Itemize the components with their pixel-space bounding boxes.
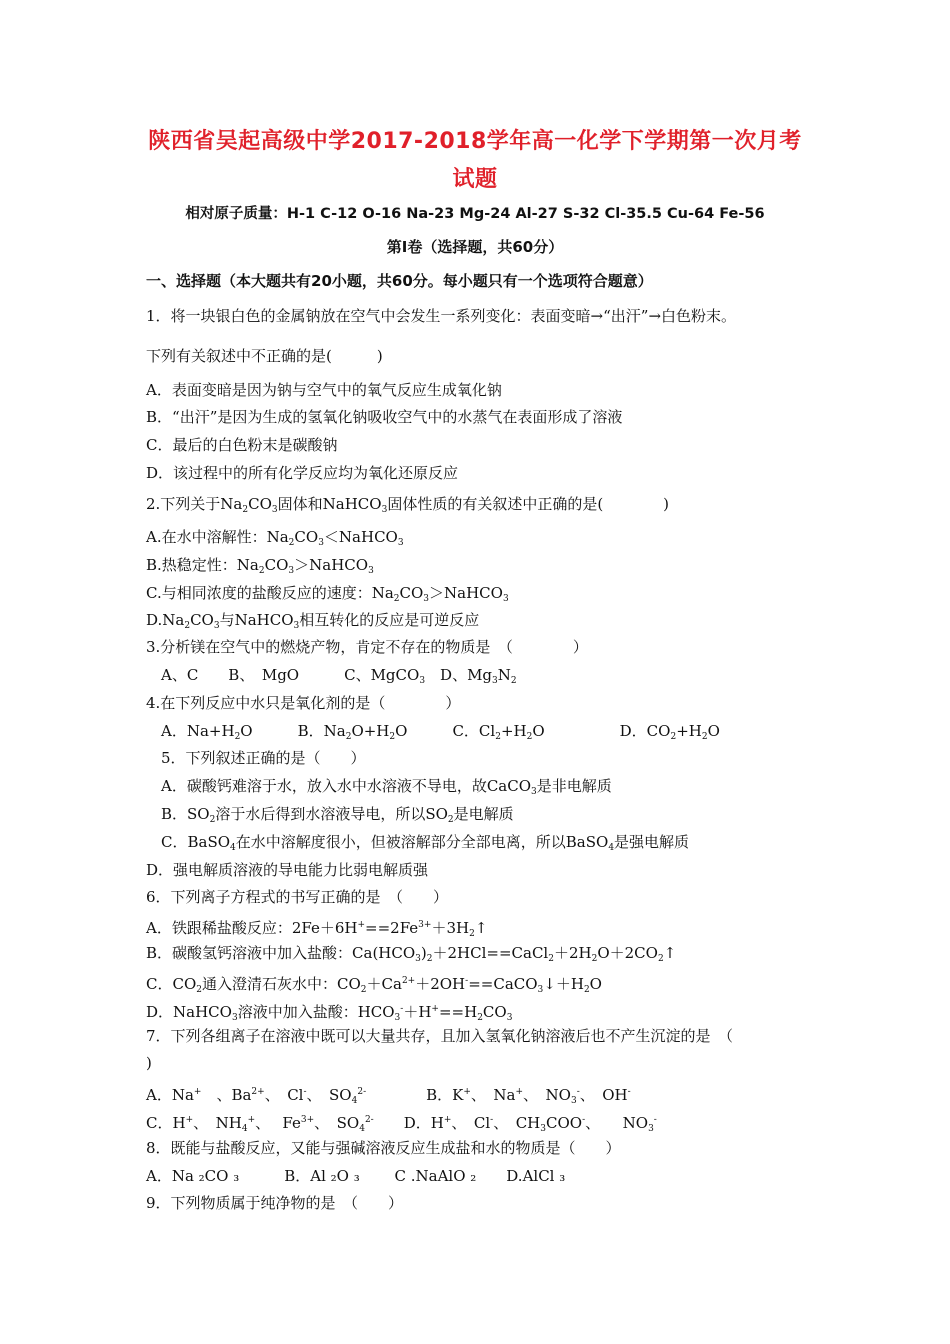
q6-option-a: A．铁跟稀盐酸反应：$2Fe+6H^+==2Fe^{3+}+3H_2↑$ (146, 919, 488, 939)
q6-option-d: D．NaHCO$_3$溶液中加入盐酸：$HCO_3^-+H^+==H_2CO_3$ (146, 1003, 513, 1023)
q5-stem: 5．下列叙述正确的是（ ） (146, 749, 366, 767)
q7-options-cd: C．H+、 $NH_4^+$、 $Fe^{3+}$、 $SO_4^{2-}$ D．H+、 Cl-、 $CH_3COO^-$、 $NO_3^-$ (146, 1114, 657, 1134)
q3-options: A、C B、 MgO C、MgCO$_3$ D、$Mg_3N_2$ (146, 666, 517, 686)
q4-stem: 4.在下列反应中水只是氧化剂的是（ ） (146, 694, 461, 712)
q2-option-b: B.热稳定性：$Na_2CO_3>NaHCO_3$ (146, 556, 374, 576)
part-heading: 一、选择题（本大题共有20小题，共60分。每小题只有一个选项符合题意） (146, 272, 653, 290)
q6-option-b: B．碳酸氢钙溶液中加入盐酸：$Ca(HCO_3)_2+2HCl==CaCl_2+2H_2O+2CO_2↑$ (146, 944, 677, 964)
exam-title: 陕西省吴起高级中学2017-2018学年高一化学下学期第一次月考 (148, 129, 802, 154)
q7-stem-cont: ) (146, 1054, 152, 1072)
q6-stem: 6．下列离子方程式的书写正确的是 （ ） (146, 888, 449, 906)
volume-label: 第Ⅰ卷（选择题，共60分） (386, 238, 564, 256)
q3-stem: 3.分析镁在空气中的燃烧产物，肯定不存在的物质是 （ ） (146, 638, 588, 656)
q1-option-c: C．最后的白色粉末是碳酸钠 (146, 436, 338, 454)
exam-title-cont: 试题 (452, 167, 498, 192)
q9-stem: 9．下列物质属于纯净物的是 （ ） (146, 1194, 404, 1212)
atomic-masses: 相对原子质量：H-1 C-12 O-16 Na-23 Mg-24 Al-27 S-32 Cl-35.5 Cu-64 Fe-56 (185, 206, 765, 222)
q1-option-a: A．表面变暗是因为钠与空气中的氧气反应生成氧化钠 (146, 381, 502, 399)
q2-stem: 2.下列关于$Na_2CO_3$固体和NaHCO$_3$固体性质的有关叙述中正确的是( ) (146, 495, 670, 515)
q2-option-c: C.与相同浓度的盐酸反应的速度：$Na_2CO_3>NaHCO_3$ (146, 584, 509, 604)
q6-option-c: C．$CO_2$通入澄清石灰水中：$CO_2+Ca^{2+}+2OH^-==CaCO_3↓+H_2O$ (146, 975, 602, 995)
q2-option-d: $D.Na_2CO_3$与NaHCO$_3$相互转化的反应是可逆反应 (146, 611, 480, 631)
q1-stem: 1．将一块银白色的金属钠放在空气中会发生一系列变化：表面变暗→“出汗”→白色粉末。 (146, 307, 737, 325)
q4-options: A．$Na+H_2O$ B．$Na_2O+H_2O$ C．$Cl_2+H_2O$ D．$CO_2+H_2O$ (146, 722, 720, 742)
q2-option-a: A.在水中溶解性：$Na_2CO_3<NaHCO_3$ (146, 528, 404, 548)
q5-option-b: B．$SO_2$溶于水后得到水溶液导电，所以$SO_2$是电解质 (146, 805, 514, 825)
q7-options-ab: A．Na+ 、$Ba^{2+}$、 Cl-、 $SO_4^{2-}$ B．K+、 Na+、 $NO_3^-$、 OH- (146, 1086, 631, 1106)
q5-option-a: A．碳酸钙难溶于水，放入水中水溶液不导电，故CaCO$_3$是非电解质 (146, 777, 612, 797)
q1-option-d: D．该过程中的所有化学反应均为氧化还原反应 (146, 464, 459, 482)
q1-option-b: B．“出汗”是因为生成的氢氧化钠吸收空气中的水蒸气在表面形成了溶液 (146, 408, 623, 426)
q1-stem-cont: 下列有关叙述中不正确的是( ) (146, 347, 383, 365)
q8-options: A．Na ₂CO ₃ B．Al ₂O ₃ C .NaAlO ₂ D.AlCl ₃ (146, 1167, 566, 1185)
q5-option-c: C．BaSO$_4$在水中溶解度很小，但被溶解部分全部电离，所以BaSO$_4$是强电解质 (146, 833, 690, 853)
q7-stem: 7．下列各组离子在溶液中既可以大量共存，且加入氢氧化钠溶液后也不产生沉淀的是 （ (146, 1027, 734, 1045)
q8-stem: 8．既能与盐酸反应，又能与强碱溶液反应生成盐和水的物质是（ ） (146, 1139, 621, 1157)
q5-option-d: D．强电解质溶液的导电能力比弱电解质强 (146, 861, 429, 879)
